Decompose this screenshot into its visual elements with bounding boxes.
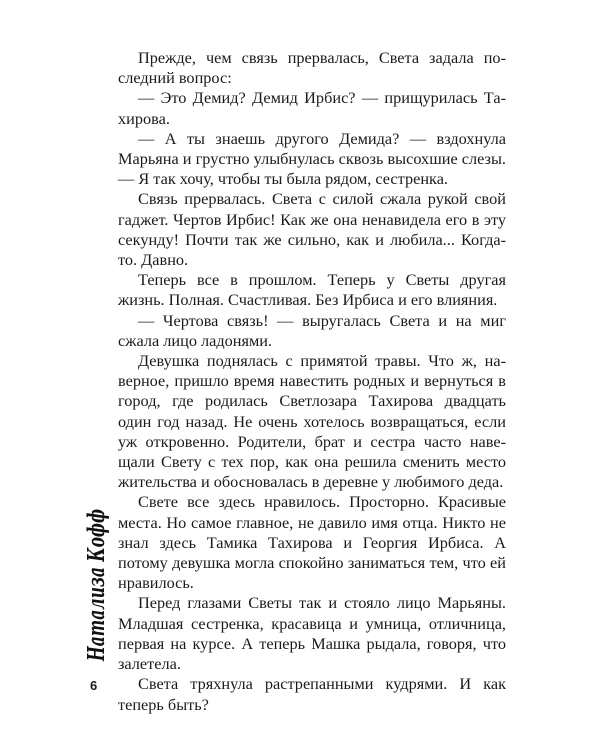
- paragraph: Перед глазами Светы так и стояло лицо Марьяны. Младшая сестренка, красавица и умница, отличница, первая на курсе. А теперь Машка рыдала, говоря, что залетела.: [118, 593, 506, 674]
- paragraph: — Чертова связь! — выругалась Света и на миг сжала лицо ладонями.: [118, 310, 506, 350]
- paragraph: Связь прервалась. Света с силой сжала рукой свой гаджет. Чертов Ирбис! Как же она ненавидела его в эту секунду! Почти так же сильно, как и любила... Когда-то. Давно.: [118, 189, 506, 270]
- paragraph: — Это Демид? Демид Ирбис? — прищурилась Тахирова.: [118, 88, 506, 128]
- author-signature-logo: [78, 505, 112, 665]
- author-signature-graphic: [78, 505, 112, 665]
- paragraph: Девушка поднялась с примятой травы. Что ж, наверное, пришло время навестить родных и вернуться в город, где родилась Светлозара Тахирова двадцать один год назад. Не очень хотелось возвращаться, если уж откровенно. Родители, брат и сестра часто навещали Свету с тех пор, как она решила сменить место жительства и обосновалась в деревне у любимого деда.: [118, 351, 506, 492]
- paragraph: Свете все здесь нравилось. Просторно. Красивые места. Но самое главное, не давило имя отца. Никто не знал здесь Тамика Тахирова и Георгия Ирбиса. А потому девушка могла спокойно заниматься тем, что ей нравилось.: [118, 492, 506, 593]
- paragraph: Света тряхнула растрепанными кудрями. И как теперь быть?: [118, 674, 506, 714]
- paragraph: Теперь все в прошлом. Теперь у Светы другая жизнь. Полная. Счастливая. Без Ирбиса и его влияния.: [118, 270, 506, 310]
- paragraph: — А ты знаешь другого Демида? — вздохнула Марьяна и грустно улыбнулась сквозь высохшие слезы. — Я так хочу, чтобы ты была рядом, сестренка.: [118, 128, 506, 189]
- body-text: [118, 48, 506, 715]
- author-signature-text: Натализа Кофф: [83, 505, 110, 661]
- paragraph: Прежде, чем связь прервалась, Света задала последний вопрос:: [118, 48, 506, 88]
- page-number: 6: [90, 678, 98, 693]
